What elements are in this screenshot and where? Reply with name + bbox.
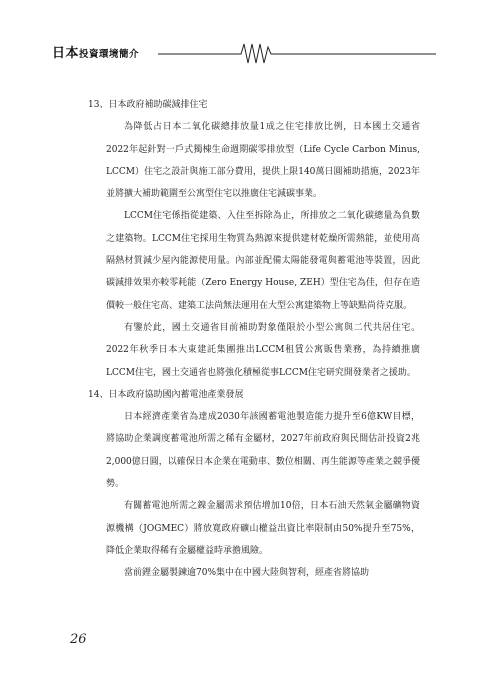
header-title-sub: 投資環境簡介 xyxy=(79,49,140,60)
paragraph: 有鑒於此，國土交通省目前補助對象僅限於小型公寓與二代共居住宅。2022年秋季日本大東建託集團推出LCCM租賃公寓販售業務，為持續推廣LCCM住宅，國土交通省也將強化積極從事LCCM住宅研究開發業者之援助。 xyxy=(106,322,420,378)
header-title xyxy=(52,42,139,61)
paragraph: 日本經濟產業省為達成2030年該國蓄電池製造能力提升至6億KW目標，將協助企業調度蓄電池所需之稀有金屬材，2027年前政府與民間估計投資2兆2,000億日圓，以確保日本企業在電動車、數位相關、再生能源等產業之競爭優勢。 xyxy=(106,412,420,490)
paragraph: 當前鋰金屬製鍊逾70%集中在中國大陸與智利，經產省將協助 xyxy=(124,568,370,579)
document-body xyxy=(82,94,420,585)
running-header xyxy=(52,40,436,66)
paragraph: 有關蓄電池所需之鎳金屬需求預估增加10倍，日本石油天然氣金屬礦物資源機構（JOGMEC）將放寬政府礦山權益出資比率限制由50%提升至75%，降低企業取得稀有金屬權益時承擔風險。 xyxy=(106,501,420,556)
section-heading: 14、日本政府協助國內蓄電池產業發展 xyxy=(88,389,244,400)
header-title-main: 日本 xyxy=(52,46,80,61)
paragraph: 為降低占日本二氧化碳總排放量1成之住宅排放比例，日本國土交通省2022年起針對一戶式獨棟生命週期碳零排放型（Life Cycle Carbon Minus, LCCM）住宅之設計與施工部分費用，提供上限140萬日圓補助措施，2023年並將擴大補助範圍至公寓型住宅以推廣住宅減碳事業。 xyxy=(106,122,420,200)
page-number: 26 xyxy=(70,632,87,647)
section-heading: 13、日本政府補助碳減排住宅 xyxy=(88,100,208,110)
paragraph: LCCM住宅係指從建築、入住至拆除為止，所排放之二氧化碳總量為負數之建築物。LCCM住宅採用生物質為熱源來提供建材乾燥所需熱能，並使用高隔熱材質減少屋內能源使用量。內部並配備太陽能發電與蓄電池等裝置，因此碳減排效果亦較零耗能（Zero Energy House, ZEH）型住宅為佳，但存在造價較一般住宅高、建築工法尚無法運用在大型公寓建築物上等缺點尚待克服。 xyxy=(106,211,420,311)
